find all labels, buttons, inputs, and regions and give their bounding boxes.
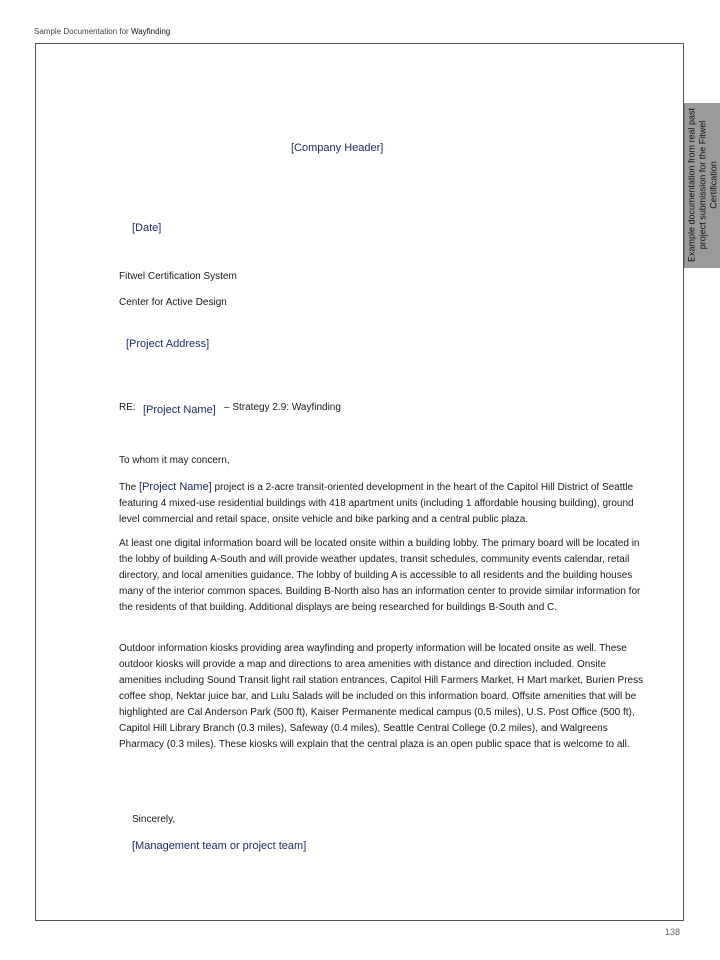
closing: Sincerely, [132,814,176,825]
salutation: To whom it may concern, [119,455,230,466]
recipient-line-2: Center for Active Design [119,297,227,308]
running-head [34,27,170,36]
re-label: RE: [119,402,136,413]
paragraph-1-project-name-placeholder: [Project Name] [139,481,212,493]
page-number: 138 [665,927,681,937]
paragraph-1 [119,479,644,528]
paragraph-1-text: project is a 2-acre transit-oriented development in the heart of the Capitol Hill District of Seattle featuring 4 mixed-use residential buildings with 418 apartment units (including 1 affordable housing building), ground level commercial and retail space, onsite vehicle and bike parking and a central public plaza. [119,482,634,525]
company-header-placeholder: [Company Header] [291,142,384,154]
running-head-prefix: Sample Documentation for [34,27,131,36]
running-head-topic: Wayfinding [130,27,171,36]
paragraph-3: Outdoor information kiosks providing area wayfinding and property information will be located onsite as well. These outdoor kiosks will provide a map and directions to area amenities with distance and direction included. Onsite amenities including Sound Transit light rail station entrances, Capitol Hill Farmers Market, H Mart market, Burien Press coffee shop, Nektar juice bar, and Lulu Salads will be included on this information board. Offsite amenities that will be highlighted are Cal Anderson Park (500 ft), Kaiser Permanente medical campus (0.5 miles), U.S. Post Office (500 ft), Capitol Hill Library Branch (0.3 miles), Safeway (0.4 miles), Seattle Central College (0.2 miles), and Walgreens Pharmacy (0.3 miles). These kiosks will explain that the central plaza is an open public space that is welcome to all. [119,643,644,750]
re-subject: – Strategy 2.9: Wayfinding [224,402,341,413]
recipient-line-1: Fitwel Certification System [119,271,237,282]
date-placeholder: [Date] [132,222,162,234]
signature-placeholder: [Management team or project team] [132,840,307,852]
side-tab-text: Example documentation from real past project submission for the Fitwel Certification [686,107,719,263]
paragraph-1-lead: The [119,482,137,493]
side-tab [684,103,720,268]
paragraph-2: At least one digital information board will be located onsite within a building lobby. The primary board will be located in the lobby of building A-South and will provide weather updates, transit schedules, community events calendar, retail directory, and local amenities guidance. The lobby of building A is accessible to all residents and the building houses many of the interior common spaces. Building B-North also has an information center to provide similar information for the residents of that building. Additional displays are being researched for buildings B-South and C. [119,538,641,613]
project-address-placeholder: [Project Address] [126,338,210,350]
re-project-name-placeholder: [Project Name] [143,404,216,416]
